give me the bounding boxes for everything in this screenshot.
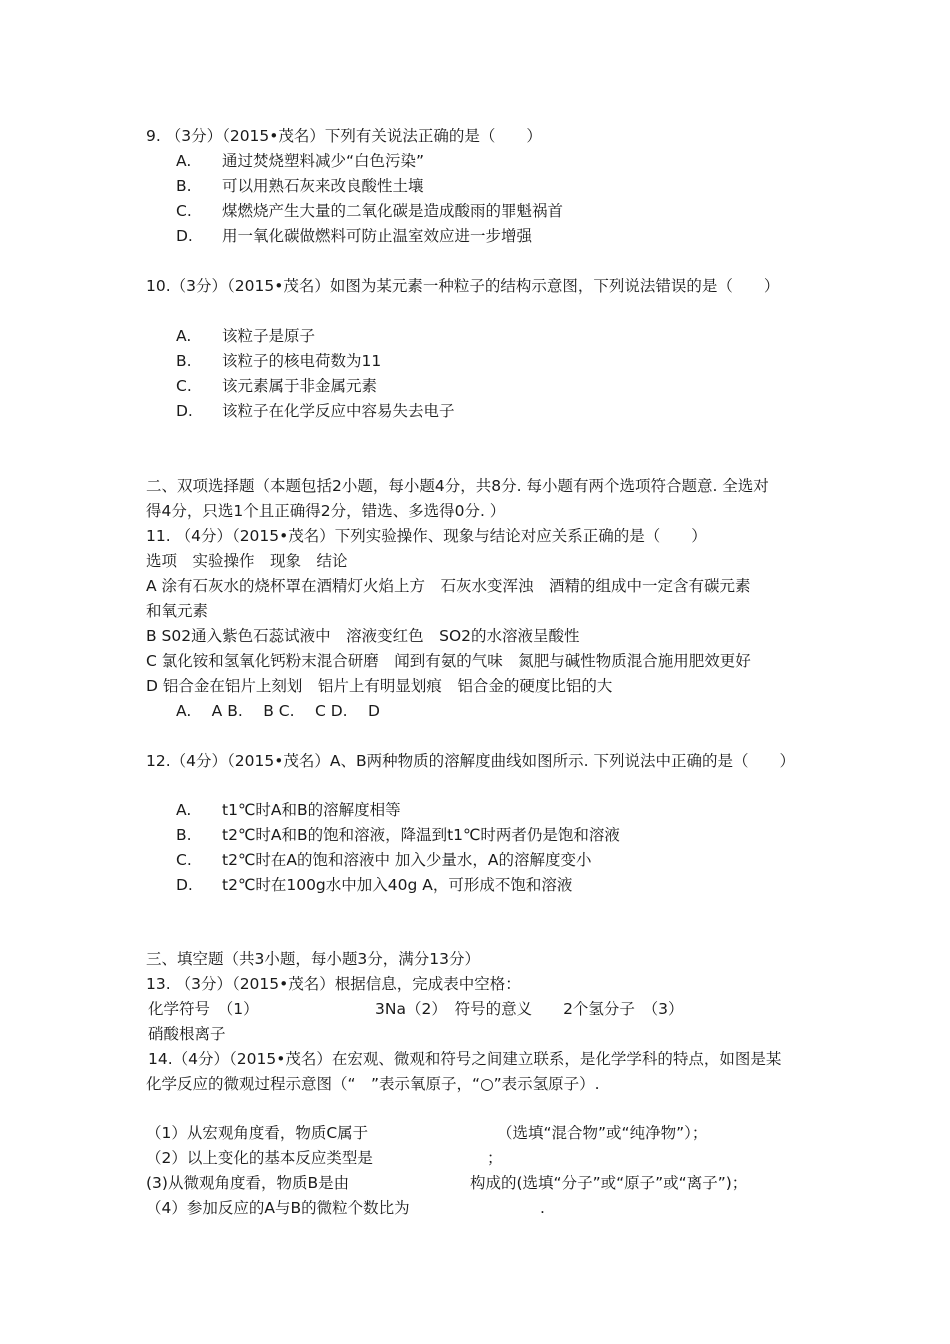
option-letter: C. [176,377,192,395]
q12-option-a [176,800,401,820]
q14-part1-hint: （选填“混合物”或“纯净物”）； [497,1124,708,1142]
q10-option-d [176,401,455,421]
option-letter: D. [176,227,193,245]
q14-part3-hint: 构成的(选填“分子”或“原子”或“离子”)； [470,1174,748,1192]
option-letter: D. [176,402,193,420]
q13-row1-left: 化学符号 （1） [148,1000,259,1018]
q14-stem-line1: 14.（4分）（2015•茂名）在宏观、微观和符号之间建立联系，是化学学科的特点，如图是某 [148,1050,782,1068]
q11-row-c: C 氯化铵和氢氧化钙粉末混合研磨 闻到有氨的气味 氮肥与碱性物质混合施用肥效更好 [146,652,751,670]
q13-stem: 13. （3分）（2015•茂名）根据信息，完成表中空格： [146,975,521,993]
option-letter: A. [176,152,192,170]
q12-stem: 12.（4分）（2015•茂名）A、B两种物质的溶解度曲线如图所示. 下列说法中正确的是（ ） [146,752,795,770]
option-text: t1℃时A和B的溶解度相等 [222,801,401,819]
q10-option-c [176,376,377,396]
section3-heading: 三、填空题（共3小题，每小题3分，满分13分） [146,950,480,968]
option-text: 通过焚烧塑料减少“白色污染” [222,152,425,170]
q14-part3-prompt: (3)从微观角度看，物质B是由 [146,1174,350,1192]
q10-stem: 10.（3分）（2015•茂名）如图为某元素一种粒子的结构示意图，下列说法错误的是（ ） [146,277,780,295]
q14-stem-line2: 化学反应的微观过程示意图（“ ”表示氧原子，“○”表示氢原子）. [146,1075,600,1093]
option-text: 可以用熟石灰来改良酸性土壤 [222,177,424,195]
q14-part2-prompt: （2）以上变化的基本反应类型是 [146,1149,373,1167]
q12-option-b [176,825,620,845]
q10-option-b [176,351,381,371]
q11-row-a-cont: 和氧元素 [146,602,209,620]
q14-part4-prompt: （4）参加反应的A与B的微粒个数比为 [146,1199,410,1217]
q14-part2-end: ； [487,1149,503,1167]
q11-stem: 11. （4分）（2015•茂名）下列实验操作、现象与结论对应关系正确的是（ ） [146,527,707,545]
option-text: 该粒子在化学反应中容易失去电子 [222,402,455,420]
q11-row-b: B S02通入紫色石蕊试液中 溶液变红色 SO2的水溶液呈酸性 [146,627,580,645]
section2-heading-line2: 得4分，只选1个且正确得2分，错选、多选得0分. ） [146,502,506,520]
option-letter: B. [176,177,192,195]
q11-row-d: D 铝合金在铝片上刻划 铝片上有明显划痕 铝合金的硬度比铝的大 [146,677,613,695]
option-letter: A. [176,327,192,345]
option-text: 煤燃烧产生大量的二氧化碳是造成酸雨的罪魁祸首 [222,202,564,220]
option-letter: B. [176,352,192,370]
q12-option-d [176,875,572,895]
q13-row1-right: 3Na（2） 符号的意义 2个氢分子 （3） [375,1000,684,1018]
q11-row-a: A 涂有石灰水的烧杯罩在酒精灯火焰上方 石灰水变浑浊 酒精的组成中一定含有碳元素 [146,577,751,595]
option-letter: C. [176,202,192,220]
q14-part4-end: . [540,1199,545,1217]
q9-option-a [176,151,424,171]
q12-option-c [176,850,591,870]
q14-part1-prompt: （1）从宏观角度看，物质C属于 [146,1124,369,1142]
q9-option-d [176,226,532,246]
option-text: 用一氧化碳做燃料可防止温室效应进一步增强 [222,227,533,245]
option-text: t2℃时A和B的饱和溶液，降温到t1℃时两者仍是饱和溶液 [222,826,620,844]
q11-table-header: 选项 实验操作 现象 结论 [146,552,348,570]
q9-option-c [176,201,563,221]
q9-option-b [176,176,424,196]
option-letter: B. [176,826,192,844]
section2-heading-line1: 二、双项选择题（本题包括2小题，每小题4分，共8分. 每小题有两个选项符合题意. 全选对 [146,477,769,495]
option-letter: D. [176,876,193,894]
option-letter: C. [176,851,192,869]
q11-options: A. A B. B C. C D. D [176,702,380,720]
option-text: 该粒子的核电荷数为11 [222,352,382,370]
q13-row2: 硝酸根离子 [148,1025,226,1043]
option-letter: A. [176,801,192,819]
option-text: t2℃时在100g水中加入40g A，可形成不饱和溶液 [222,876,573,894]
q9-stem: 9. （3分）（2015•茂名）下列有关说法正确的是（ ） [146,127,542,145]
q10-option-a [176,326,315,346]
option-text: t2℃时在A的饱和溶液中 加入少量水，A的溶解度变小 [222,851,592,869]
option-text: 该粒子是原子 [222,327,316,345]
option-text: 该元素属于非金属元素 [222,377,378,395]
